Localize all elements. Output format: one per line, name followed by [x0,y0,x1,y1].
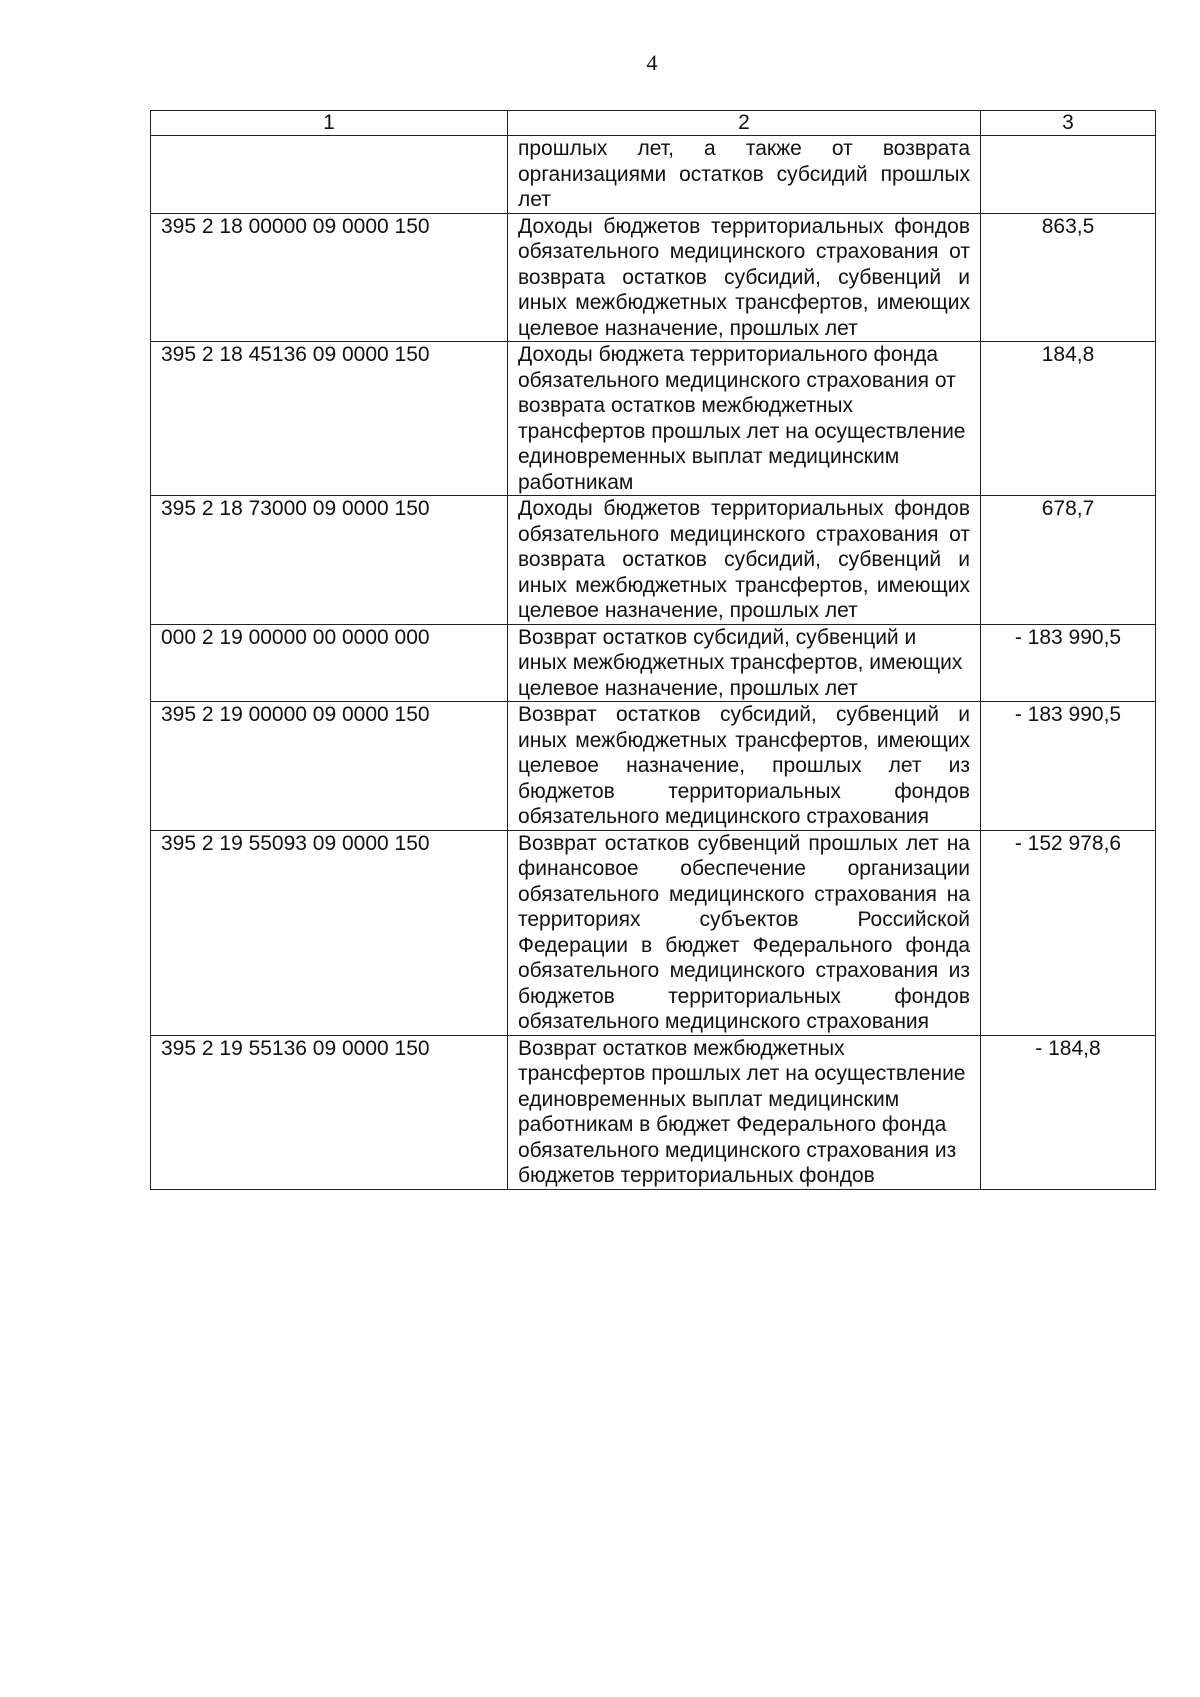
budget-code-cell: 395 2 18 45136 09 0000 150 [151,342,508,496]
budget-code-cell: 000 2 19 00000 00 0000 000 [151,624,508,702]
description-cell: Возврат остатков межбюджетных трансфертов прошлых лет на осуществление единовременных выплат медицинским работникам в бюджет Федерального фонда обязательного медицинского страхования из бюджетов территориальных фондов [508,1035,981,1189]
description-cell: Возврат остатков субвенций прошлых лет на финансовое обеспечение организации обязательного медицинского страхования на территориях субъектов Российской Федерации в бюджет Федерального фонда обязательного медицинского страхования из бюджетов территориальных фондов обязательного медицинского страхования [508,830,981,1035]
amount-cell: 678,7 [981,496,1156,625]
amount-cell: - 183 990,5 [981,702,1156,831]
description-cell: Возврат остатков субсидий, субвенций и иных межбюджетных трансфертов, имеющих целевое назначение, прошлых лет из бюджетов территориальных фондов обязательного медицинского страхования [508,702,981,831]
column-header-2: 2 [508,111,981,136]
budget-code-cell: 395 2 19 00000 09 0000 150 [151,702,508,831]
table-row [151,702,1156,831]
table-row [151,830,1156,1035]
budget-code-cell: 395 2 19 55093 09 0000 150 [151,830,508,1035]
amount-cell: - 184,8 [981,1035,1156,1189]
amount-cell [981,136,1156,214]
revenue-table [150,110,1156,1190]
table-row [151,496,1156,625]
amount-cell: - 183 990,5 [981,624,1156,702]
description-cell: прошлых лет, а также от возврата организациями остатков субсидий прошлых лет [508,136,981,214]
table-row [151,342,1156,496]
description-cell: Доходы бюджетов территориальных фондов обязательного медицинского страхования от возврата остатков субсидий, субвенций и иных межбюджетных трансфертов, имеющих целевое назначение, прошлых лет [508,213,981,342]
description-cell: Возврат остатков субсидий, субвенций и иных межбюджетных трансфертов, имеющих целевое назначение, прошлых лет [508,624,981,702]
table-row [151,1035,1156,1189]
budget-code-cell [151,136,508,214]
amount-cell: 863,5 [981,213,1156,342]
description-cell: Доходы бюджета территориального фонда обязательного медицинского страхования от возврата остатков межбюджетных трансфертов прошлых лет на осуществление единовременных выплат медицинским работникам [508,342,981,496]
budget-code-cell: 395 2 19 55136 09 0000 150 [151,1035,508,1189]
table-row [151,624,1156,702]
table-header-row [151,111,1156,136]
table-row [151,136,1156,214]
table-body [151,136,1156,1190]
page-number: 4 [646,50,658,75]
budget-code-cell: 395 2 18 00000 09 0000 150 [151,213,508,342]
amount-cell: - 152 978,6 [981,830,1156,1035]
column-header-1: 1 [151,111,508,136]
table-row [151,213,1156,342]
amount-cell: 184,8 [981,342,1156,496]
column-header-3: 3 [981,111,1156,136]
description-cell: Доходы бюджетов территориальных фондов обязательного медицинского страхования от возврата остатков субсидий, субвенций и иных межбюджетных трансфертов, имеющих целевое назначение, прошлых лет [508,496,981,625]
budget-code-cell: 395 2 18 73000 09 0000 150 [151,496,508,625]
